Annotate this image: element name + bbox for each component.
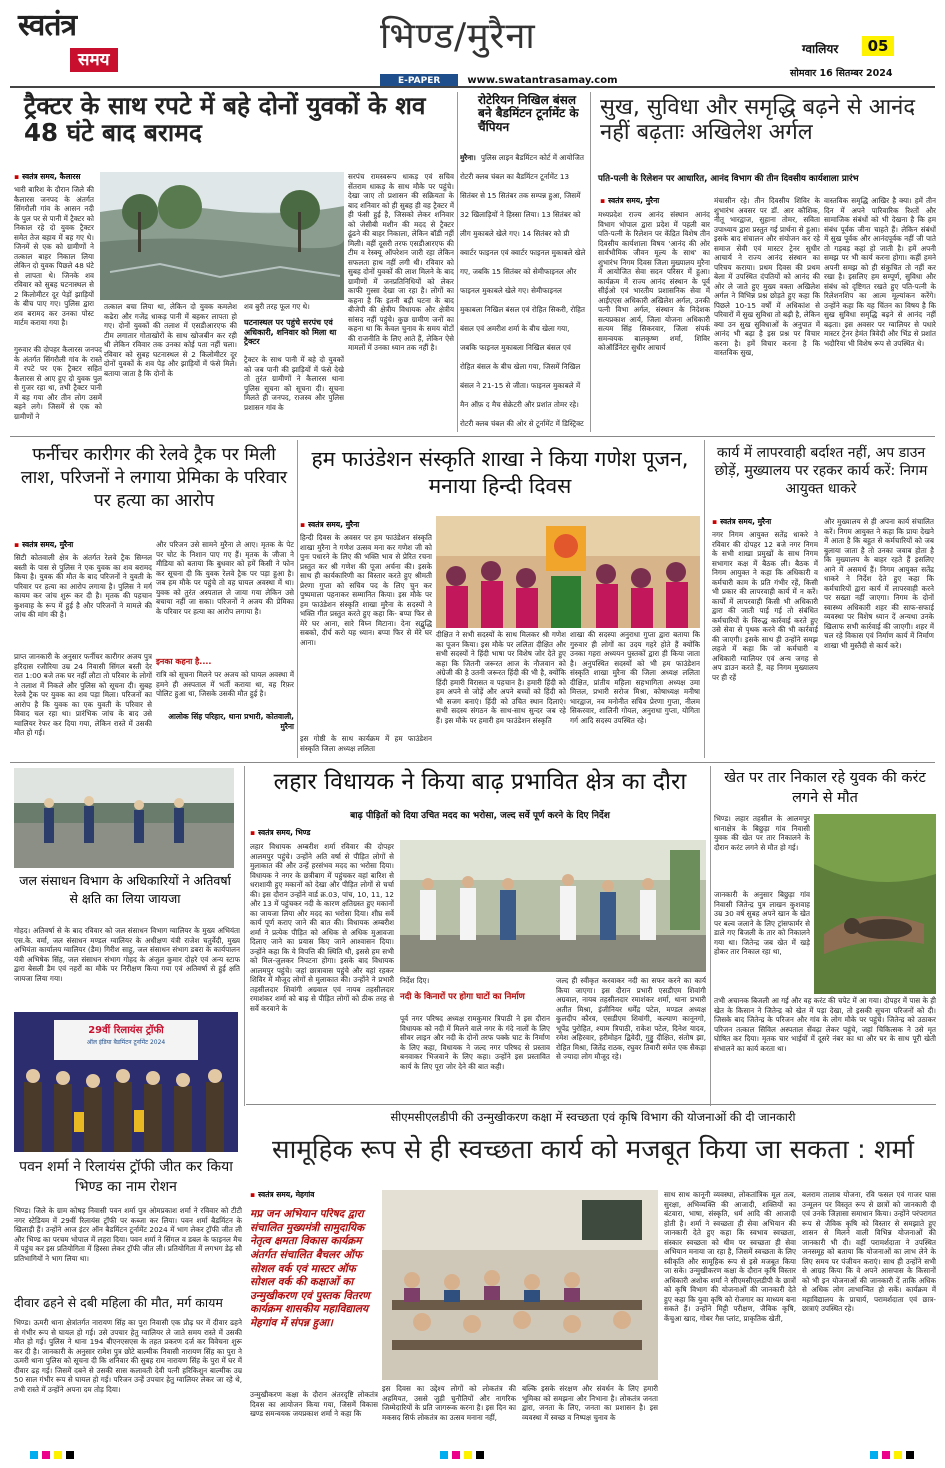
khet-para-1: भिण्ड। लहार तहसील के आलमपुर थानाक्षेत्र के बिछुड़ा गांव निवासी युवक की खेत पर तार निकालने के दौरान करंट लगने से मौत हो गई। — [714, 814, 810, 852]
cyan-mark — [440, 1451, 448, 1459]
jal-headline: जल संसाधन विभाग के अधिकारियों ने अतिवर्षा से क्षति का लिया जायजा — [14, 870, 236, 910]
row-rule — [10, 436, 935, 437]
issue-date: सोमवार 16 सितम्बर 2024 — [790, 68, 893, 79]
row-rule — [246, 1104, 936, 1105]
col-rule — [297, 440, 298, 758]
website-link[interactable]: www.swatantrasamay.com — [467, 75, 618, 86]
ganesh-para-1: हिन्दी दिवस के अवसर पर हम फाउंडेशन संस्कृति शाखा मुरैना ने गणेश उत्सव मना कर गणेश जी को पुनः पधारने के लिए की भक्ति भाव से प्रेरित रचना प्रस्तुत कर श्री गणेश की पूजा अर्चना की। इसके साथ ही कार्यकारिणी का विस्तार करते हुए श्रीमती प्रेरणा गुप्ता को सचिव पद के लिए चुन कर पुष्पमाला पहनाकर सम्मानित किया। इस मौके पर हम फाउंडेशन संस्कृति शाखा मुरैना के सदस्यों ने भक्ति गीत प्रस्तुत करते हुए कहा कि- बप्पा फिर से मेरे घर आना, सारे विघ्न मिटाना। देना सद्बुद्धि सबको, दीर्घ करो यह ध्यान। बप्पा फिर से मेरे घर आना। — [300, 533, 432, 647]
classroom-image — [382, 1190, 658, 1380]
lahar-para-3: जल्द ही स्वीकृत करवाकर नदी का सफर करने का कार्य किया जाएगा। इस दौरान प्रभारी एसडीएम शिवांगी अग्रवाल, नायब तहसीलदार रमाशंकर शर्मा, थाना प्रभारी अतीत मिश्रा, इंजीनियर धर्मेंद्र पटेल, मण्डल अध्यक्ष कुलदीप कौरव, एसडीएम शिवांगी, कल्याण कानूनगो, भूपेंद्र पुरोहित, श्याम त्रिपाठी, राकेश पटेल, दिनेश यादव, रमेश अहिरवार, हरीमोहन द्विवेदी, गुड्डु दीक्षित, संतोष झा, रोहित मिश्रा, जितेंद्र राठक, रघुवर तिवारी समेत एक सैकड़ा से ज्यादा लोग मौजूद रहे। — [556, 976, 706, 1061]
masthead — [0, 0, 945, 86]
section-title: भिण्ड/मुरैना — [380, 16, 536, 57]
badminton-para-1: पुलिस लाइन बैडमिंटन कोर्ट में आयोजित रोटरी क्लब चंबल का बैडमिंटन टूर्नामेंट 13 सितंबर से 15 सितंबर तक सम्पन्न हुआ, जिसमें 32 खिलाड़ियों ने हिस्सा लिया। 13 सितंबर को लीग मुकाबले खेले गए। 14 सितंबर को प्री क्वार्टर फाइनल एवं क्वार्टर फाइनल मुकाबले खेले गए, जबकि 15 सितंबर को सेमीफाइनल और फाइनल मुकाबले खेले गए। सेमीफाइनल मुकाबला निखिल बंसल एवं रोहित सिकरी, रोहित बंसल एवं अमरीश शर्मा के बीच खेला गया, जबकि फाइनल मुकाबला निखिल बंसल एवं रोहित बंसल के बीच खेला गया, जिसमें निखिल बंसल ने 21-15 से जीता। फाइनल मुकाबले में मैन ऑफ़ द मैच सेक्रेटरी और प्रशांत तोमर रहे। रोटरी क्लब चंबल की ओर से टूर्नामेंट में डिस्ट्रिक्ट — [460, 153, 586, 428]
trophy-banner-title: 29वीं रिलायंस ट्रॉफी — [88, 1025, 164, 1036]
swachhata-para-4: साथ साथ कानूनी व्यवस्था, लोकतांत्रिक मूल तत्व, सुरक्षा, अभिव्यक्ति की आजादी, शक्तियों का बंटवारा, भाषा, संस्कृति, धर्म आदि की आजादी होती है। शर्मा ने स्वच्छता ही सेवा अभियान की जानकारी देते हुए कहा कि स्वभाव स्वच्छता, संस्कार स्वच्छता को थीम पर स्वच्छता ही सेवा अभियान मनाया जा रहा है, जिसमें स्वच्छता के लिए स्वीकृति और सामूहिक रूप से इसे मजबूत किया जा सके। उन्मुखीकरण कक्षा के दौरान कृषि विस्तार अधिकारी अशोक शर्मा ने सीएमसीएलडीपी के छात्रों को कृषि विभाग की योजनाओं की जानकारी देते हुए कहा कि युवा कृषि को रोजगार का माध्यम बना सकते हैं। उन्होंने मिट्टी परीक्षण, जैविक कृषि, केंचुआ खाद, गोबर गैस प्लांट, प्राकृतिक खेती, — [664, 1190, 796, 1323]
jal-inspection-photo — [14, 768, 234, 868]
lahar-visit-photo — [400, 840, 706, 972]
lahar-deck: बाढ़ पीड़ितों को दिया उचित मदद का भरोसा, जल्द सर्वे पूर्ण करने के दिए निर्देश — [350, 811, 610, 821]
deewar-headline: दीवार ढहने से दबी महिला की मौत, मर्ग कायम — [14, 1295, 223, 1310]
swachhata-para-2: इस दिवस का उद्देश्य लोगों को लोकतंत्र की अहमियत, उससे जुड़ी चुनौतियों और नागरिक जिम्मेदारियों के प्रति जागरूक करना है। इस दिन का मकसद सिर्फ लोकतंत्र का उत्सव मनाना नहीं, — [382, 1384, 516, 1422]
argal-para-3: वास्तविक समृद्धि आखिर है क्या। हमें तीन दिन में अपने पारिवारिक रिश्तों और सामाजिक संबंधों को भी देखना है कि हम संबंध पूर्वक जीना चाहते हैं। लेकिन संबंधों में सुख पूर्वक और आनंदपूर्वक नहीं जी पाते तो गड़बड़ कहां हो जाती है। हमें अपनी समझ पर भी कार्य करना होगा। कहीं हमने अपनी समझ को ही संकुचित तो नहीं कर रखा है। इसलिए हम सम्पूर्ण, सुविधा और संबंध को दृष्टिगत रखते हुए पति-पत्नी के रिलेशनशिप का आत्म मूल्यांकन करेंगे। उन्होंने कहा कि यह चिंतन का विषय है कि सुख सुविधा समृद्धि बढ़ने से आनंद नहीं बढ़ता। इस अवसर पर ग्वालियर से पधारे मास्टर ट्रेनर हेमंत त्रिवेदी और भिंड से प्रशांत भदौरिया भी विशेष रूप से उपस्थित थे। — [824, 196, 936, 348]
epaper-label: E-PAPER — [380, 74, 458, 88]
col-rule — [710, 766, 711, 1106]
tractor-byline: ▪ स्वतंत्र समय, कैलारस — [14, 172, 81, 182]
ganesh-para-4: शाखा की सदस्या अनुराधा गुप्ता द्वारा बताया कि गुरुवार ही लोगों का उदय गहरे होते हैं क्योंकि उनका गहरा अध्ययन पुस्तकों द्वारा ही किया जाता है। अनुपस्थित सदस्यों को भी हम फाउंडेशन संस्कृति शाखा मुरैना की जिला अध्यक्ष ललिता दीक्षित, प्रांतीय महिला सहभागिता अध्यक्ष उमा मित्तल, प्रभारी सरोज मिश्रा, कोषाध्यक्ष मनीषा भारद्वाज, नव मनोनीत सचिव प्रेरणा गुप्ता, नीलम सिकरवार, शालिनी गोयल, अनुराधा गुप्ता, योगिता गर्ग आदि सदस्य उपस्थित रहे। — [570, 630, 700, 725]
page-number: 05 — [862, 36, 894, 56]
furniture-para-1: सिटी कोतवाली क्षेत्र के अंतर्गत रेलवे ट्रैक सिग्नल बस्ती के पास से पुलिस ने एक युवक का शव बरामद किया है। युवक की मौत के बाद परिजनों ने युवती के परिवार पर हत्या का आरोप लगाया है। पुलिस ने मर्ग कायम कर जांच शुरू कर दी है। मृतक की पहचान कुशवाह के रूप में हुई है और परिजनों ने मामले की जांच की मांग की है। — [14, 553, 152, 619]
argal-para-2: मंचासीन रहे। तीन दिवसीय शिविर के शुभारंभ अवसर पर डॉ. आर कौशिक, नीतू भारद्वाज, सुहाना तोमर, सविता उपाध्याय द्वारा प्रस्तुत गई प्रार्थना से हुआ। इसके बाद संचालन और संयोजन कर रहे समाज सेवी एवं मास्टर ट्रेनर सुधीर आचार्य ने राज्य आनंद संस्थान का परिचय कराया। प्रथम दिवस की प्रथम बेला में उपस्थित दंपतियों को आनंद की ओर ले जाते हुए मुख्य वक्ता अखिलेश अर्गल ने विभिन्न प्रश्न छोड़ते हुए कहा कि पिछले 10-15 वर्षों में अधिकांश से परिवारों में सुख सुविधा तो बढ़ी है, लेकिन क्या उन सुख सुविधाओं के अनुपात में आनंद भी बढ़ा है इस प्रश्न पर विचार करना है। हमें विचार करना है कि वास्तविक सुख, — [714, 196, 820, 357]
swachhata-kicker: सीएमसीएलडीपी की उन्मुखीकरण कक्षा में स्वच्छता एवं कृषि विभाग की योजनाओं की दी जानकारी — [390, 1110, 796, 1124]
dam-inspection-image — [14, 768, 234, 868]
swachhata-classroom-photo — [382, 1190, 658, 1380]
argal-headline: सुख, सुविधा और समृद्धि बढ़ने से आनंद नहीं बढ़ताः अखिलेश अर्गल — [600, 95, 916, 145]
badminton-body-wrap — [460, 145, 586, 432]
col-rule — [590, 92, 591, 432]
furniture-byline: ▪ स्वतंत्र समय, मुरैना — [14, 540, 73, 550]
col-rule — [244, 766, 245, 1106]
ganesh-group-photo — [436, 516, 700, 628]
row-rule — [10, 762, 935, 763]
col-rule — [704, 440, 705, 758]
lahar-para-2: पूर्व नगर परिषद अध्यक्ष रामकुमार त्रिपाठी ने इस दौरान विधायक को नदी में मिलने वाले नगर के गंदे नालों के लिए सीवर लाइन और नदी के दोनों तरफ पक्के घाट के निर्माण के लिए कहा, विधायक ने जल्द नगर परिषद से प्रस्ताव बनवाकर भिजवाने के लिए कहा। उन्होंने इस प्रस्तावित कार्य के लिए पूरा जोर देने की बात कही। — [400, 1014, 550, 1071]
khet-para-3: तभी अचानक बिजली आ गई और वह करंट की चपेट में आ गया। दोपहर में पास के ही खेत के किसान ने जितेन्द्र को खेत में पड़ा देखा, तो इसकी सूचना परिजनों को दी। जिसके बाद जितेन्द्र के परिजन और गांव के लोग मौके पर पहुंचे। जितेन्द्र को उठाकर परिजन तत्काल सिविल अस्पताल सेंवढ़ा लेकर पहुंचे, जहां चिकित्सक ने उसे मृत घोषित कर दिया। मृतक चार भाईयों में दूसरे नंबर का था और घर के साथ पूरी खेती संभालने का कार्य करता था। — [714, 996, 936, 1053]
badminton-headline: रोटेरियन निखिल बंसल बने बैडमिंटन टूर्नामेंट के चैंपियन — [478, 93, 579, 134]
city-label: ग्वालियर — [802, 42, 839, 56]
khet-photo — [814, 814, 936, 994]
swachhata-para-3: बल्कि इसके संरक्षण और संवर्धन के लिए हमारी भूमिका को समझना और निभाना है। लोकतंत्र जनता द्वारा, जनता के लिए, जनता का प्रशासन है। इस व्यवस्था में स्वच्छ व निष्पक्ष चुनाव के — [522, 1384, 658, 1422]
field-scene-image — [814, 814, 936, 994]
furniture-headline: फर्नीचर कारीगर की रेलवे ट्रैक पर मिली लाश, परिजनों ने लगाया प्रेमिका के परिवार पर हत्या का आरोप — [20, 445, 288, 511]
river-scene-image — [100, 172, 344, 300]
khet-para-2: जानकारी के अनुसार बिछुड़ा गांव निवासी जितेन्द्र पुत्र लाखन कुशवाह उम्र 30 वर्ष सुबह अपने खान के खेत पर बल्व जलाने के लिए ट्रांसफार्मर से डाले गए बिजली के तार को निकालने गया था। जितेन्द्र जब खेत में खड़े होकर तार निकाल रहा था, — [714, 890, 810, 956]
lahar-byline: ▪ स्वतंत्र समय, भिण्ड — [250, 828, 310, 838]
tractor-river-photo — [100, 172, 344, 300]
tractor-para-5: ट्रैक्टर के साथ पानी में बहे दो युवकों को जब पानी की झाड़ियों में फंसे देखे तो तुरंत ग्रामीणों ने कैलारस थाना पुलिस सूचना को सूचना दी। सूचना मिलते ही जनपद, राजस्व और पुलिस प्रशासन गांव के — [244, 355, 344, 412]
ganesh-headline: हम फाउंडेशन संस्कृति शाखा ने किया गणेश पूजन, मनाया हिन्दी दिवस — [311, 447, 689, 498]
tractor-subhead: घटनास्थल पर पहुंचे सरपंच एवं अधिकारी, शनिवार को मिला था ट्रैक्टर — [244, 318, 337, 347]
masthead-rule — [10, 86, 935, 88]
furniture-para-2: प्राप्त जानकारी के अनुसार फर्नीचर कारीगर अजय पुत्र हरिदास रजौरिया उम्र 24 निवासी सिंगल बस्ती देर रात 1:00 बजे तक घर नहीं लौटा तो परिवार के लोगों ने तलाश में निकले और पुलिस को सूचना दी। सुबह रेलवे ट्रैक पर युवक का शव पड़ा मिला। परिजनों का आरोप है कि युवक का एक युवती के परिवार से विवाद चल रहा था। प्रारंभिक जांच के बाद उसे ग्वालियर रेफर कर दिया गया, लेकिन रास्ते में उसकी मौत हो गई। — [14, 652, 152, 737]
badminton-byline: मुरैना। — [460, 153, 476, 162]
tractor-para-3: तत्काल बचा लिया था, लेकिन दो युवक कमलेश कढेरा और गजेंद्र धाकड़ पानी में बहकर लापता हो गए। दोनों युवकों की तलाश में एसडीआरएफ की टीम लगातार गोताखोरों के साथ खोजबीन कर रही थी लेकिन रविवार तक उनका कोई पता नहीं चला। रविवार को सुबह घटनास्थल से 2 किलोमीटर दूर दोनों युवकों के शव पेड़ और झाड़ियों में फंसे मिले। बताया जाता है कि दोनों के — [104, 302, 237, 378]
yellow-mark — [464, 1451, 472, 1459]
col-rule — [457, 92, 458, 432]
tractor-para-1: भारी बारिश के दौरान जिले की कैलारस जनपद के अंतर्गत सिंगरौली गांव के आसन नदी के पुल पर से पानी में ट्रैक्टर को निकाल रहे दो युवक ट्रैक्टर समेत तेज बहाव में बह गए थे। जिनमें से एक को ग्रामीणों ने तत्काल बाहर निकाल लिया लेकिन दो युवक पिछले 48 घंटे से लापता थे। जिनके शव रविवार को सुबह घटनास्थल से 2 किलोमीटर दूर पेड़ों झाड़ियों के बीच पाए गए। पुलिस द्वारा शव बरामद कर उनका पोस्ट मार्टम कराया गया है। — [14, 185, 94, 327]
nigam-headline: कार्य में लापरवाही बर्दाश्त नहीं, अप डाउन छोड़ें, मुख्यालय पर रहकर कार्य करें: निगम आयुक्त धाकरे — [714, 445, 928, 498]
logo-bottom-badge: समय — [70, 48, 118, 72]
ganesh-puja-image — [436, 516, 700, 628]
furniture-signoff: आलोक सिंह परिहार, थाना प्रभारी, कोतवाली, मुरैना — [168, 712, 294, 731]
lahar-caption: निर्देश दिए। — [400, 976, 430, 985]
argal-byline: ▪ स्वतंत्र समय, मुरैना — [600, 196, 659, 206]
epaper-bar — [380, 68, 710, 86]
logo[interactable] — [18, 8, 148, 80]
yellow-mark — [54, 1451, 62, 1459]
swachhata-pullquote: मप्र जन अभियान परिषद द्वारा संचालित मुख्यमंत्री सामुदायिक नेतृत्व क्षमता विकास कार्यक्रम अंतर्गत संचालित बैचलर ऑफ सोशल वर्क एवं मास्टर ऑफ सोशल वर्क की कक्षाओं का उन्मुखीकरण एवं पुस्तक वितरण कार्यक्रम शासकीय महाविद्यालय मेहगांव में संपन्न हुआ। — [250, 1208, 370, 1330]
swachhata-headline: सामूहिक रूप से ही स्वच्छता कार्य को मजबूत किया जा सकता : शर्मा — [272, 1135, 914, 1165]
nigam-byline: ▪ स्वतंत्र समय, मुरैना — [712, 517, 771, 527]
magenta-mark — [452, 1451, 460, 1459]
ganesh-para-3: दीक्षित ने सभी सदस्यों के साथ मिलकर श्री गणेश का पूजन किया। इस मौके पर ललिता दीक्षित और सभी सदस्यों ने हिंदी भाषा पर विशेष जोर देते हुए कहा कि जितनी जरूरत आज के नौजवान को अंग्रेजी की है उतनी जरूरत हिंदी की भी है, क्योंकि हिंदी हमारी विरासत व पहचान है। हमारी हिंदी को हम अपने से जोड़ें और अपने बच्चों को हिंदी को भी सजग बनाएं। हिंदी को उचित स्थान दिलाएं। सभी सदस्य संगठन के साथ-साथ सुन्दर जब रहे हैं। इस मौके पर हमारी हम फाउंडेशन संस्कृति — [436, 630, 566, 725]
deewar-para-1: भिण्ड। ऊमरी थाना क्षेत्रांतर्गत नारायण सिंह का पुरा निवासी एक प्रौढ़ घर में दीवार ढहने से गंभीर रूप से घायल हो गई। उसे उपचार हेतु ग्वालियर ले जाते समय रास्ते में उसकी मौत हो गई। पुलिस ने थाना 194 बीएनएसएस के तहत प्रकरण दर्ज कर विवेचना शुरू कर दी है। जानकारी के अनुसार रामेश पुत्र छोटे बाल्मीक निवासी नारायण सिंह का पुरा ने ऊमरी थाना पुलिस को सूचना दी कि शनिवार की सुबह राम नारायण सिंह के पुरा में घर में दीवार ढह गई। जिसमें दबने से उसकी सास कलावती देवी पत्नी हरिकिशुन बाल्मीक उम्र 50 साल गंभीर रूप से घायल हो गई। परिजन उन्हें उपचार हेतु ग्वालियर लेकर जा रहे थे, तभी रास्ते में उन्होंने अपना दम तोड़ दिया। — [14, 1318, 242, 1394]
tractor-para-4: शव बुरी तरह फूल गए थे। — [244, 302, 310, 311]
black-mark — [476, 1451, 484, 1459]
yellow-mark — [894, 1451, 902, 1459]
swachhata-byline: ▪ स्वतंत्र समय, मेहगांव — [250, 1190, 314, 1200]
lahar-headline: लहार विधायक ने किया बाढ़ प्रभावित क्षेत्र का दौरा — [273, 769, 687, 795]
swachhata-para-5: बलराम तालाब योजना, रवि फसल एवं गाजर घास उन्मूलन पर विस्तृत रूप से छात्रों को जानकारी दी एवं उनके जिज्ञासा समाधान किया। उन्होंने परंपरागत रूप से जैविक कृषि को विस्तार से समझाते हुए शासन से मिलने वाली विभिन्न योजनाओं की जानकारी भी दी। वहीं परामर्शदाता ने उपस्थित जनसमूह को बताया कि योजनाओं का लाभ लेने के लिए समय पर पंजीयन कराएं। साथ ही उन्होंने सभी से आग्रह किया कि वे अपने आसपास के किसानों को भी इन योजनाओं की जानकारी दें ताकि अधिक से अधिक लोग लाभान्वित हो सकें। कार्यक्रम में महाविद्यालय के प्राचार्य, परामर्शदाता एवं छात्र-छात्राएं उपस्थित रहे। — [802, 1190, 936, 1313]
magenta-mark — [882, 1451, 890, 1459]
magenta-mark — [42, 1451, 50, 1459]
logo-top-text: स्वतंत्र — [18, 8, 77, 43]
tractor-headline: ट्रैक्टर के साथ रपटे में बहे दोनों युवकों के शव 48 घंटे बाद बरामद — [24, 91, 426, 148]
registration-marks — [0, 1448, 945, 1462]
tractor-para-2: गुरुवार की दोपहर कैलारस जनपद के अंतर्गत सिंगरौली गांव के रास्ते में रपटे पर एक ट्रैक्टर सहित कैलारस से आए हुए दो युवक पुल से गुजर रहा था, तभी ट्रैक्टर पानी में बह गया और तीन लोग उसमें बहने लगे। जिसमें से एक को ग्रामीणों ने — [14, 345, 102, 421]
swachhata-para-1: उन्मुखीकरण कक्षा के दौरान अंतरदृष्टि लोकतंत्र दिवस का आयोजन किया गया, जिसमें विकास खण्ड समन्वयक जयप्रकाश शर्मा ने कहा कि — [250, 1390, 378, 1418]
furniture-para-3: और परिजन उसे सामने मुरैना ले आए। मृतक के पेट पर चोट के निशान पाए गए हैं। मृतक के जीजा ने मीडिया को बताया कि बुधवार को हमें किसी ने फोन कर सूचना दी कि युवक रेलवे ट्रैक पर पड़ा हुआ है। जब हम मौके पर पहुंचे तो वह घायल अवस्था में था। युवक को तुरंत अस्पताल ले जाया गया लेकिन उसे बचाया नहीं जा सका। परिजनों ने अजय की प्रेमिका के परिवार पर हत्या का आरोप लगाया है। — [156, 540, 294, 616]
trophy-banner-subtitle: ऑल इंडिया बैडमिंटन टूर्नामेंट 2024 — [86, 1039, 166, 1046]
lahar-subhead: नदी के किनारों पर होगा घाटों का निर्माण — [400, 992, 525, 1002]
pawan-para-1: भिण्ड। जिले के ग्राम कोषड़ निवासी पवन शर्मा पुत्र ओमप्रकाश शर्मा ने रविवार को टीटी नगर स्टेडियम में 29वीं रिलायंस ट्रॉफी पर कब्जा कर लिया। पवन शर्मा बैडमिंटन के खिलाड़ी हैं। उन्होंने आज इंटर ऑन बैडमिंटन टूर्नामेंट 2024 में भाग लेकर ट्रॉफी जीत ली और भिण्ड का परचम भोपाल में लहरा दिया। पवन शर्मा ने सिंगल व डबल के फाइनल मैच में पहुंच कर इस प्रतियोगिता में हिस्सा लेकर ट्रॉफी जीत ली। प्रतियोगिता में लगभग डेढ़ सौ प्रतिभागियों ने भाग लिया था। — [14, 1206, 242, 1263]
ganesh-byline: ▪ स्वतंत्र समय, मुरैना — [300, 520, 359, 530]
trophy-photo — [14, 1012, 238, 1152]
black-mark — [66, 1451, 74, 1459]
jal-para-1: गोहद। अतिवर्षा से के बाद रविवार को जल संसाधन विभाग ग्वालियर के मुख्य अभियंता एस.के. वर्मा, जल संसाधन मण्डल ग्वालियर के अधीक्षण यंत्री राजेश चतुर्वेदी, मुख्य अभियंता कार्यालय ग्वालियर (डैम) गिरीश साहू, जल संसाधन संभाग डबरा के कार्यपालन यंत्री अभिषेक सिंह, जल संसाधन संभाग गोहद के अंजुल कुमार दोहरे एवं अन्य स्टाफ द्वारा बेसली डैम एवं नहरों का मौके पर निरीक्षण किया गया एवं अतिवर्षा से हुई क्षति जायजा लिया गया। — [14, 926, 240, 983]
tractor-para-6: सरपंच रामस्वरूप धाकड़ एवं सचिव सेंतराम धाकड़ के साथ मौके पर पहुंचे। देखा जाए तो प्रशासन की सक्रियता के बाद शनिवार को ही सुबह ही वह ट्रैक्टर में ही फंसी हुई है, जिसको लेकर शनिवार को जेसीबी मशीन की मदद से ट्रैक्टर ढूंढने की बाहर निकाला, लेकिन बॉडी नहीं मिली। वहीं दूसरी तरफ एसडीआरएफ की टीम व रेस्क्यू ऑपरेशन जारी रहा लेकिन सफलता हाथ नहीं लगी थी। रविवार को सुबह दोनों युवकों की लाश मिलने के बाद ग्रामीणों में जनप्रतिनिधियों को लेकर काफी गुस्सा देखा जा रहा है। लोगों का कहना है कि इतनी बड़ी घटना के बाद बीजेपी की क्षेत्रीय विधायक और क्षेत्रीय सांसद नहीं पहुंचे। कुछ ग्रामीण जनों का कहना था कि केवल चुनाव के समय वोटों की राजनीति के लिए आते हैं, लेकिन ऐसे मामलों में उनका ध्यान तक नहीं है। — [348, 172, 454, 352]
furniture-subhead: इनका कहना है.... — [156, 657, 212, 666]
black-mark — [906, 1451, 914, 1459]
flood-visit-image — [400, 840, 706, 972]
khet-headline: खेत पर तार निकाल रहे युवक की करंट लगने से मौत — [724, 770, 926, 807]
nigam-para-1: नगर निगम आयुक्त सतेंद्र धाकरे ने रविवार की दोपहर 12 बजे नगर निगम के सभी शाखा प्रमुखों के साथ निगम सभागार कक्ष में बैठक ली। बैठक में निगम आयुक्त ने कहा कि अधिकारी व कर्मचारी काम के प्रति गंभीर रहें, किसी भी प्रकार की लापरवाही कार्य में न करें। कार्यों में लापरवाही किसी भी अधिकारी द्वारा की जाती पाई गई तो संबंधित कर्मचारियों के विरुद्ध कार्रवाई करते हुए उसे सेवा से पृथक करने की भी कार्रवाई की जाएगी। इसके साथ ही उन्होंने समझ लहजे में कहा कि जो कर्मचारी व अधिकारी ग्वालियर एवं अन्य जगह से अप डाउन करते हैं, वह निगम मुख्यालय पर ही रहें — [712, 530, 818, 682]
pawan-headline: पवन शर्मा ने रिलायंस ट्रॉफी जीत कर किया भिण्ड का नाम रोशन — [19, 1159, 233, 1195]
lahar-para-1: लहार विधायक अम्बरीश शर्मा रविवार की दोपहर आलमपुर पहुंचे। उन्होंने अति वर्षा से पीड़ित लोगों से मुलाकात की और उन्हें हरसंभव मदद का भरोसा दिया। विधायक ने नगर के छत्रीबाग में पहुंचकर वहां बारिश से धराशायी हुए मकानों को देखा और पीड़ित लोगों से चर्चा की। इस दौरान उन्होंने वार्ड क्र.03, पांच, 10, 11, 12 और 13 में पहुंचकर नदी के कारण क्षतिग्रस्त हुए मकानों का जायजा लिया और मदद का भरोसा दिया। शीघ्र सर्वे कार्य पूर्ण कराए जाने की बात की। विधायक अम्बरीश शर्मा ने प्रत्येक पीड़ित को अधिक से अधिक मुआवजा दिलाए जाने का प्रयास किए जाने आश्वासन दिया। उन्होंने कहा कि ये विपत्ति की स्थिति थी, इससे हम सभी को मिल-जुलकर निपटना होगा। इसके बाद विधायक आलमपुर पहुंचे। जहां छात्रावास पहुंचे और वहां रहकर शिविर में मौजूद लोगों से मुलाकात की। उन्होंने ने प्रभारी तहसीलदार शिवांगी अग्रवाल एवं नायब तहसीलदार रमाशंकर शर्मा को बाढ़ से पीड़ित लोगों को ठीक तरह से सर्वे करवाने के — [250, 842, 394, 1013]
nigam-para-2: और मुख्यालय से ही अपना कार्य संचालित करें। निगम आयुक्त ने कहा कि प्रायः देखने में आता है कि बहुत से कर्मचारियों को जब बुलाया जाता है तो उनका जवाब होता है कि मुख्यालय के बाहर रहते हैं इसलिए आने में असमर्थ हैं। निगम आयुक्त सतेंद्र धाकरे ने निर्देश देते हुए कहा कि कर्मचारियों द्वारा कार्य में लापरवाही करने पर सख्ता नहीं जाएगा। निगम के दोनों स्वास्थ्य अधिकारी शहर की साफ-सफाई व्यवस्था पर विशेष ध्यान दें अन्यथा उनके खिलाफ सभी कार्रवाई की जाएगी। शहर में चल रहे विकास एवं निर्माण कार्य में निर्माण शाखा भी मुस्तैदी से कार्य करे। — [824, 517, 934, 650]
cyan-mark — [30, 1451, 38, 1459]
ganesh-para-2: इस गोष्ठी के साथ कार्यक्रम में हम फाउंडेशन संस्कृति जिला अध्यक्ष ललिता — [300, 734, 432, 753]
furniture-quote: रात्रि को सूचना मिलने पर अजय को घायल अवस्था में हमने ही अस्पताल में भर्ती कराया था, वह रिफ़र पोलिट हुआ था, जिसके उसकी मौत हुई है। — [156, 670, 294, 698]
cyan-mark — [870, 1451, 878, 1459]
argal-para-1: मध्यप्रदेश राज्य आनंद संस्थान आनंद विभाग भोपाल द्वारा प्रदेश में पहली बार पति-पत्नी के रिलेशन पर केंद्रित विशेष तीन दिवसीय कार्यशाला विषय 'आनंद की ओर सार्वभौमिक जीवन मूल्य के साथ' का शुभारंभ निगम दिवस जिला मुख्यालय मुरैना में आयोजित सेवा सदन परिसर में हुआ। कार्यक्रम में राज्य आनंद संस्थान के पूर्व सीईओ एवं भारतीय प्रशासनिक सेवा में आईएएस अधिकारी अखिलेश अर्गल, उनकी पत्नी विभा अर्गल, संस्थान के निदेशक सत्यप्रकाश आर्य, जिला योजना अधिकारी सत्यम सिंह सिकरवार, जिला संपर्क समन्वयक बालकृष्ण शर्मा, शिविर कोऑर्डिनेटर सुधीर आचार्य — [598, 210, 710, 352]
argal-deck: पति-पत्नी के रिलेशन पर आधारित, आनंद विभाग की तीन दिवसीय कार्यशाला प्रारंभ — [598, 174, 859, 184]
